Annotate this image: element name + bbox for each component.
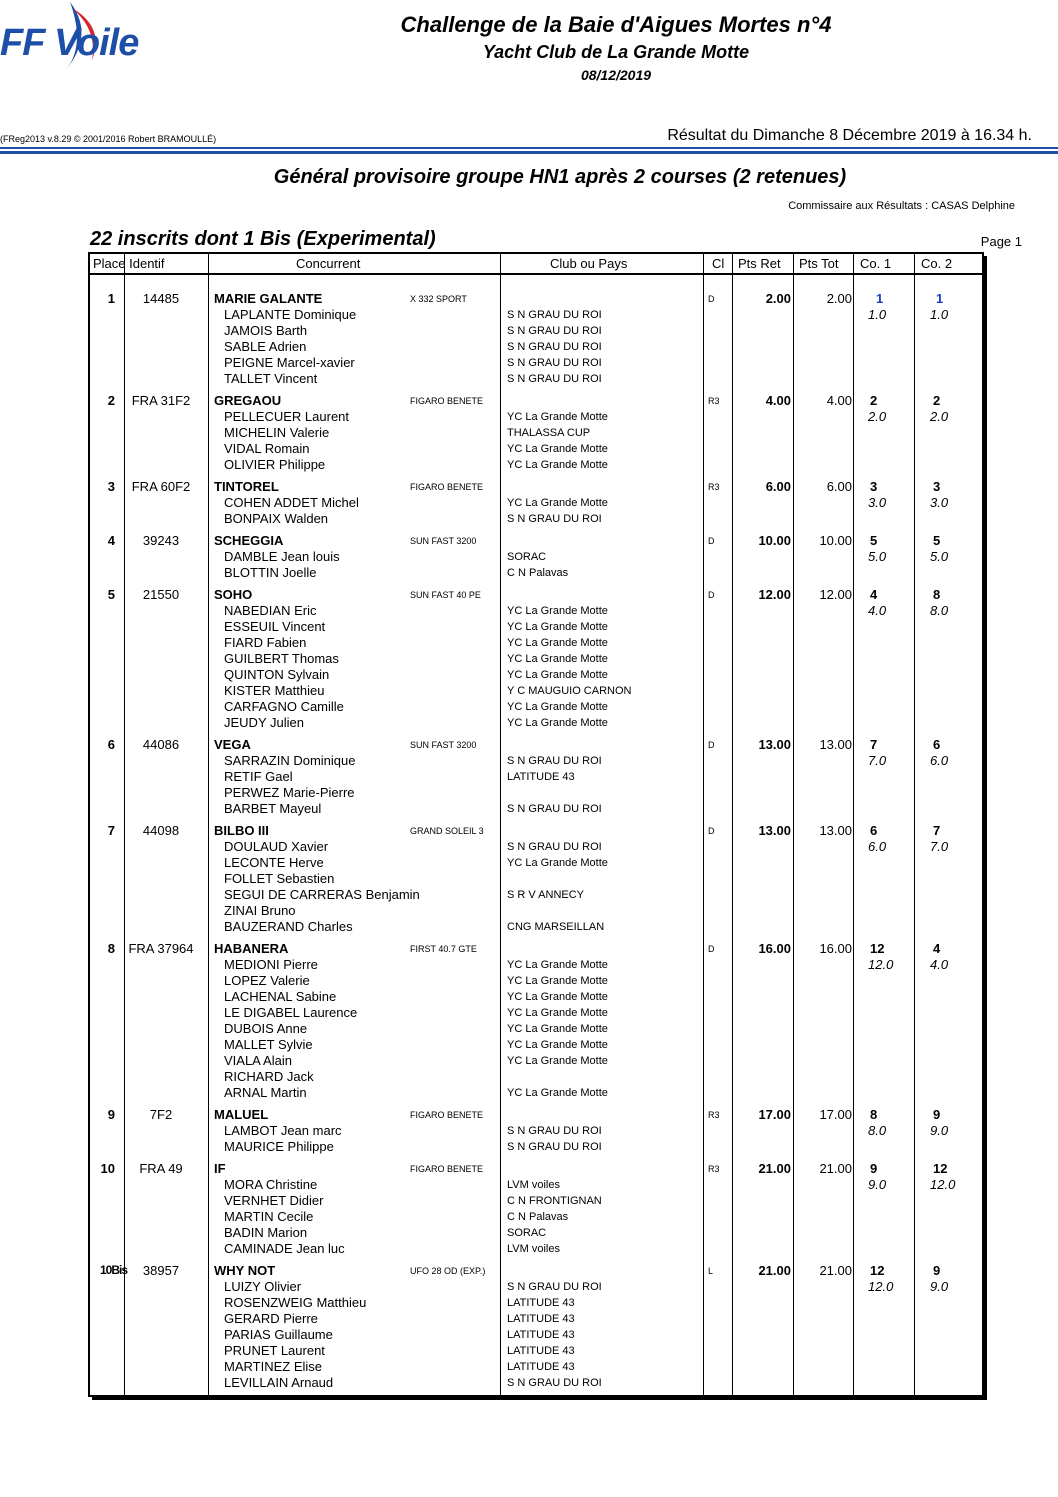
race-2-score: 8.0 [930, 603, 949, 618]
crew-member-name: BADIN Marion [224, 1225, 308, 1240]
crew-member-club: LATITUDE 43 [507, 1361, 575, 1373]
crew-member-club: LATITUDE 43 [507, 1297, 575, 1309]
crew-member-name: ESSEUIL Vincent [224, 619, 326, 634]
race-1-rank: 7 [870, 737, 878, 752]
race-1-rank: 12 [870, 941, 885, 956]
header-club: Club ou Pays [550, 256, 628, 271]
boat-name: HABANERA [214, 941, 289, 956]
sail-number: 38957 [142, 1263, 180, 1278]
regatta-title: Challenge de la Baie d'Aigues Mortes n°4 [400, 12, 832, 37]
result-timestamp: Résultat du Dimanche 8 Décembre 2019 à 16.34 h. [667, 127, 1032, 144]
sail-number: 44086 [142, 737, 180, 752]
crew-member-club: S N GRAU DU ROI [507, 803, 602, 815]
boat-class: D [708, 944, 715, 954]
boat-name: BILBO III [214, 823, 269, 838]
points-retained: 17.00 [758, 1107, 791, 1122]
boat-type: X 332 SPORT [410, 294, 467, 304]
sail-number: FRA 49 [139, 1161, 183, 1176]
crew-member-club: YC La Grande Motte [507, 497, 608, 509]
crew-member-name: SABLE Adrien [224, 339, 307, 354]
crew-member-name: MICHELIN Valerie [224, 425, 330, 440]
boat-name: SCHEGGIA [214, 533, 284, 548]
page-number: Page 1 [980, 234, 1022, 249]
race-1-score: 12.0 [868, 957, 894, 972]
place-rank: 3 [107, 479, 115, 494]
column-divider [208, 252, 209, 1397]
points-total: 6.00 [826, 479, 852, 494]
boat-name: MALUEL [214, 1107, 269, 1122]
race-2-rank: 5 [933, 533, 941, 548]
race-1-score: 9.0 [868, 1177, 887, 1192]
boat-type: FIGARO BENETE [410, 1110, 484, 1120]
race-2-rank: 2 [933, 393, 941, 408]
boat-type: UFO 28 OD (EXP.) [410, 1266, 486, 1276]
sail-number: 39243 [142, 533, 180, 548]
crew-member-name: LEVILLAIN Arnaud [224, 1375, 334, 1390]
race-2-score: 6.0 [930, 753, 949, 768]
points-total: 4.00 [826, 393, 852, 408]
race-1-score: 12.0 [868, 1279, 894, 1294]
boat-name: SOHO [214, 587, 253, 602]
race-1-rank: 1 [876, 291, 884, 306]
race-2-rank: 6 [933, 737, 941, 752]
crew-member-club: LATITUDE 43 [507, 1345, 575, 1357]
boat-name: WHY NOT [214, 1263, 276, 1278]
crew-member-name: LECONTE Herve [224, 855, 324, 870]
crew-member-club: S N GRAU DU ROI [507, 1377, 602, 1389]
race-1-rank: 9 [870, 1161, 878, 1176]
crew-member-club: S N GRAU DU ROI [507, 357, 602, 369]
race-1-score: 4.0 [868, 603, 887, 618]
crew-member-club: Y C MAUGUIO CARNON [507, 685, 632, 697]
crew-member-club: CNG MARSEILLAN [507, 921, 605, 933]
header-divider [0, 147, 1058, 149]
place-rank: 1 [107, 291, 115, 306]
crew-member-club: S R V ANNECY [507, 889, 585, 901]
crew-member-name: FIARD Fabien [224, 635, 307, 650]
crew-member-name: RETIF Gael [224, 769, 293, 784]
sail-number: FRA 31F2 [131, 393, 191, 408]
crew-member-name: CAMINADE Jean luc [224, 1241, 345, 1256]
crew-member-name: KISTER Matthieu [224, 683, 325, 698]
crew-member-name: DAMBLE Jean louis [224, 549, 340, 564]
race-2-score: 9.0 [930, 1279, 949, 1294]
column-divider [732, 252, 733, 1397]
place-rank: 7 [107, 823, 115, 838]
sail-number: FRA 60F2 [131, 479, 191, 494]
place-rank: 2 [107, 393, 115, 408]
crew-member-name: TALLET Vincent [224, 371, 318, 386]
race-1-rank: 5 [870, 533, 878, 548]
race-1-score: 3.0 [868, 495, 887, 510]
race-2-rank: 9 [933, 1107, 941, 1122]
table-shadow-right [984, 256, 987, 1399]
race-1-rank: 8 [870, 1107, 878, 1122]
header-place-ident: Place Identif [93, 256, 165, 271]
crew-member-name: VIDAL Romain [224, 441, 310, 456]
standings-title: Général provisoire groupe HN1 après 2 courses (2 retenues) [273, 166, 847, 188]
race-1-rank: 2 [870, 393, 878, 408]
crew-member-club: S N GRAU DU ROI [507, 341, 602, 353]
boat-name: VEGA [214, 737, 251, 752]
race-1-rank: 3 [870, 479, 878, 494]
sail-number: 44098 [142, 823, 180, 838]
boat-name: TINTOREL [214, 479, 279, 494]
crew-member-club: S N GRAU DU ROI [507, 373, 602, 385]
boat-class: R3 [708, 1110, 720, 1120]
place-rank: 10Bis [100, 1263, 128, 1277]
boat-type: FIGARO BENETE [410, 396, 484, 406]
points-total: 2.00 [826, 291, 852, 306]
race-1-rank: 12 [870, 1263, 885, 1278]
place-rank: 6 [107, 737, 115, 752]
table-header-rule [90, 253, 983, 275]
boat-class: R3 [708, 396, 720, 406]
boat-class: L [708, 1266, 714, 1276]
crew-member-club: S N GRAU DU ROI [507, 513, 602, 525]
crew-member-club: YC La Grande Motte [507, 653, 608, 665]
crew-member-club: YC La Grande Motte [507, 669, 608, 681]
crew-member-name: QUINTON Sylvain [224, 667, 330, 682]
race-1-score: 6.0 [868, 839, 887, 854]
column-divider [500, 252, 501, 1397]
crew-member-name: MORA Christine [224, 1177, 318, 1192]
crew-member-name: MAURICE Philippe [224, 1139, 334, 1154]
points-retained: 4.00 [765, 393, 791, 408]
boat-name: MARIE GALANTE [214, 291, 323, 306]
crew-member-name: COHEN ADDET Michel [224, 495, 359, 510]
crew-member-club: YC La Grande Motte [507, 975, 608, 987]
crew-member-club: S N GRAU DU ROI [507, 1281, 602, 1293]
boat-class: D [708, 740, 715, 750]
crew-member-club: C N FRONTIGNAN [507, 1195, 602, 1207]
crew-member-name: LE DIGABEL Laurence [224, 1005, 358, 1020]
crew-member-club: YC La Grande Motte [507, 857, 608, 869]
crew-member-name: ROSENZWEIG Matthieu [224, 1295, 367, 1310]
crew-member-name: NABEDIAN Eric [224, 603, 317, 618]
header-race-1: Co. 1 [860, 256, 892, 271]
crew-member-club: C N Palavas [507, 567, 569, 579]
race-2-score: 1.0 [930, 307, 949, 322]
header-concurrent: Concurrent [296, 256, 361, 271]
crew-member-name: GERARD Pierre [224, 1311, 318, 1326]
crew-member-name: BLOTTIN Joelle [224, 565, 317, 580]
race-2-score: 7.0 [930, 839, 949, 854]
race-1-score: 7.0 [868, 753, 887, 768]
race-1-score: 8.0 [868, 1123, 887, 1138]
software-credit: (FReg2013 v.8.29 © 2001/2016 Robert BRAMOULLÉ) [0, 134, 217, 144]
boat-class: D [708, 536, 715, 546]
crew-member-club: YC La Grande Motte [507, 717, 608, 729]
crew-member-club: YC La Grande Motte [507, 443, 608, 455]
boat-class: D [708, 590, 715, 600]
points-retained: 6.00 [765, 479, 791, 494]
race-2-score: 3.0 [930, 495, 949, 510]
logo-text: FF Voile [0, 22, 139, 64]
crew-member-name: BAUZERAND Charles [224, 919, 353, 934]
points-retained: 13.00 [758, 737, 791, 752]
race-1-score: 1.0 [868, 307, 887, 322]
crew-member-club: S N GRAU DU ROI [507, 1141, 602, 1153]
crew-member-club: SORAC [507, 551, 547, 563]
crew-member-club: YC La Grande Motte [507, 411, 608, 423]
boat-class: R3 [708, 482, 720, 492]
points-retained: 2.00 [765, 291, 791, 306]
race-1-score: 2.0 [868, 409, 887, 424]
crew-member-name: FOLLET Sebastien [224, 871, 335, 886]
points-total: 13.00 [819, 823, 852, 838]
race-2-rank: 8 [933, 587, 941, 602]
points-retained: 21.00 [758, 1263, 791, 1278]
regatta-date: 08/12/2019 [580, 67, 652, 83]
crew-member-name: JAMOIS Barth [224, 323, 308, 338]
crew-member-name: LAPLANTE Dominique [224, 307, 357, 322]
points-total: 16.00 [819, 941, 852, 956]
crew-member-club: YC La Grande Motte [507, 637, 608, 649]
sail-number: FRA 37964 [128, 941, 194, 956]
crew-member-club: S N GRAU DU ROI [507, 755, 602, 767]
header-pts-tot: Pts Tot [799, 256, 839, 271]
crew-member-name: PARIAS Guillaume [224, 1327, 333, 1342]
column-divider [853, 252, 854, 1397]
crew-member-name: PEIGNE Marcel-xavier [224, 355, 355, 370]
boat-type: SUN FAST 40 PE [410, 590, 481, 600]
boat-type: FIGARO BENETE [410, 482, 484, 492]
race-2-rank: 9 [933, 1263, 941, 1278]
race-2-rank: 7 [933, 823, 941, 838]
place-rank: 10 [100, 1161, 115, 1176]
results-commissioner: Commissaire aux Résultats : CASAS Delphine [788, 200, 1015, 212]
sail-number: 7F2 [149, 1107, 173, 1122]
crew-member-club: LATITUDE 43 [507, 1313, 575, 1325]
race-2-score: 2.0 [930, 409, 949, 424]
column-divider [914, 252, 915, 1397]
crew-member-club: S N GRAU DU ROI [507, 309, 602, 321]
crew-member-name: PRUNET Laurent [224, 1343, 325, 1358]
crew-member-name: OLIVIER Philippe [224, 457, 326, 472]
crew-member-name: SEGUI DE CARRERAS Benjamin [224, 887, 420, 902]
boat-type: FIRST 40.7 GTE [410, 944, 477, 954]
crew-member-name: DOULAUD Xavier [224, 839, 329, 854]
boat-type: GRAND SOLEIL 3 [410, 826, 484, 836]
column-divider [703, 252, 704, 1397]
crew-member-club: S N GRAU DU ROI [507, 841, 602, 853]
race-2-score: 4.0 [930, 957, 949, 972]
sail-number: 14485 [142, 291, 180, 306]
points-total: 10.00 [819, 533, 852, 548]
crew-member-club: SORAC [507, 1227, 547, 1239]
crew-member-club: YC La Grande Motte [507, 959, 608, 971]
crew-member-name: SARRAZIN Dominique [224, 753, 356, 768]
points-total: 21.00 [819, 1161, 852, 1176]
crew-member-name: RICHARD Jack [224, 1069, 314, 1084]
crew-member-club: S N GRAU DU ROI [507, 325, 602, 337]
crew-member-club: YC La Grande Motte [507, 1007, 608, 1019]
crew-member-name: MARTINEZ Elise [224, 1359, 322, 1374]
boat-type: SUN FAST 3200 [410, 536, 477, 546]
crew-member-name: ZINAI Bruno [224, 903, 296, 918]
crew-member-name: BARBET Mayeul [224, 801, 322, 816]
boat-type: SUN FAST 3200 [410, 740, 477, 750]
race-2-score: 9.0 [930, 1123, 949, 1138]
race-1-rank: 4 [870, 587, 878, 602]
points-total: 21.00 [819, 1263, 852, 1278]
column-divider [793, 252, 794, 1397]
place-rank: 9 [107, 1107, 115, 1122]
place-rank: 4 [107, 533, 115, 548]
crew-member-name: VIALA Alain [224, 1053, 292, 1068]
crew-member-name: CARFAGNO Camille [224, 699, 344, 714]
crew-member-name: LOPEZ Valerie [224, 973, 310, 988]
header-divider-thick [0, 151, 1058, 154]
crew-member-club: YC La Grande Motte [507, 1055, 608, 1067]
crew-member-name: ARNAL Martin [224, 1085, 307, 1100]
points-retained: 21.00 [758, 1161, 791, 1176]
crew-member-club: YC La Grande Motte [507, 991, 608, 1003]
points-retained: 16.00 [758, 941, 791, 956]
crew-member-club: YC La Grande Motte [507, 701, 608, 713]
crew-member-club: LATITUDE 43 [507, 771, 575, 783]
header-race-2: Co. 2 [921, 256, 953, 271]
crew-member-name: PELLECUER Laurent [224, 409, 350, 424]
organizer-club: Yacht Club de La Grande Motte [482, 42, 750, 62]
crew-member-name: MALLET Sylvie [224, 1037, 313, 1052]
crew-member-club: S N GRAU DU ROI [507, 1125, 602, 1137]
crew-member-name: GUILBERT Thomas [224, 651, 339, 666]
crew-member-name: BONPAIX Walden [224, 511, 329, 526]
crew-member-club: THALASSA CUP [507, 427, 591, 439]
race-2-rank: 12 [933, 1161, 948, 1176]
crew-member-name: LUIZY Olivier [224, 1279, 302, 1294]
boat-name: GREGAOU [214, 393, 282, 408]
boat-name: IF [214, 1161, 226, 1176]
table-shadow-bottom [92, 1397, 987, 1400]
points-retained: 10.00 [758, 533, 791, 548]
points-total: 13.00 [819, 737, 852, 752]
boat-class: D [708, 294, 715, 304]
crew-member-club: YC La Grande Motte [507, 605, 608, 617]
crew-member-name: MEDIONI Pierre [224, 957, 318, 972]
crew-member-name: LAMBOT Jean marc [224, 1123, 342, 1138]
crew-member-club: YC La Grande Motte [507, 459, 608, 471]
crew-member-name: VERNHET Didier [224, 1193, 324, 1208]
race-2-rank: 1 [936, 291, 944, 306]
race-1-rank: 6 [870, 823, 878, 838]
boat-type: FIGARO BENETE [410, 1164, 484, 1174]
points-retained: 12.00 [758, 587, 791, 602]
header-pts-ret: Pts Ret [738, 256, 781, 271]
race-2-score: 12.0 [930, 1177, 956, 1192]
crew-member-name: MARTIN Cecile [224, 1209, 314, 1224]
points-total: 12.00 [819, 587, 852, 602]
crew-member-name: PERWEZ Marie-Pierre [224, 785, 355, 800]
header-class: Cl [712, 256, 725, 271]
crew-member-club: YC La Grande Motte [507, 1023, 608, 1035]
race-1-score: 5.0 [868, 549, 887, 564]
crew-member-club: LATITUDE 43 [507, 1329, 575, 1341]
points-retained: 13.00 [758, 823, 791, 838]
crew-member-club: YC La Grande Motte [507, 1039, 608, 1051]
crew-member-name: DUBOIS Anne [224, 1021, 308, 1036]
place-rank: 5 [107, 587, 115, 602]
race-2-score: 5.0 [930, 549, 949, 564]
place-rank: 8 [107, 941, 115, 956]
crew-member-club: YC La Grande Motte [507, 1087, 608, 1099]
crew-member-name: JEUDY Julien [224, 715, 304, 730]
boat-class: D [708, 826, 715, 836]
crew-member-club: LVM voiles [507, 1179, 560, 1191]
entries-count: 22 inscrits dont 1 Bis (Experimental) [90, 228, 436, 250]
crew-member-club: LVM voiles [507, 1243, 560, 1255]
boat-class: R3 [708, 1164, 720, 1174]
crew-member-club: YC La Grande Motte [507, 621, 608, 633]
crew-member-name: LACHENAL Sabine [224, 989, 337, 1004]
points-total: 17.00 [819, 1107, 852, 1122]
race-2-rank: 3 [933, 479, 941, 494]
race-2-rank: 4 [933, 941, 941, 956]
sail-number: 21550 [142, 587, 180, 602]
crew-member-club: C N Palavas [507, 1211, 569, 1223]
